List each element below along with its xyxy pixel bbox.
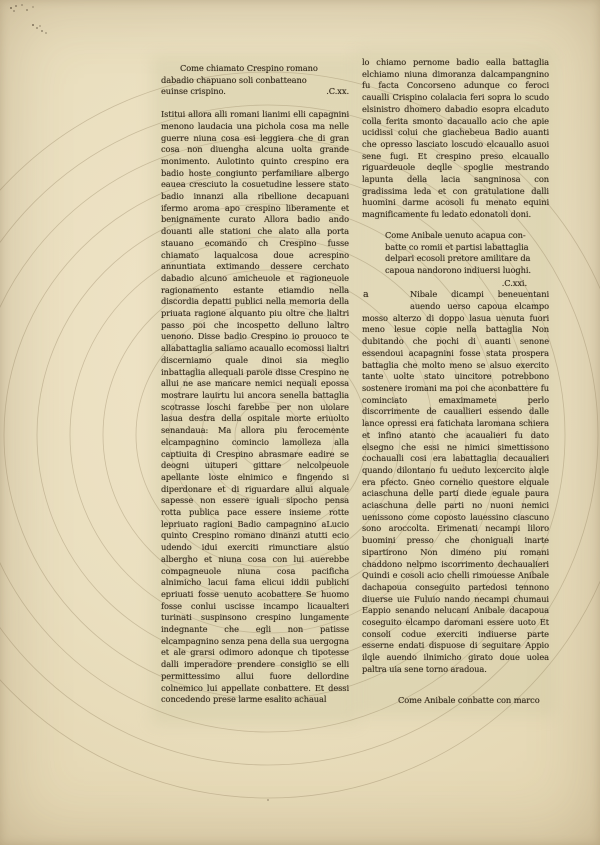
chapter-body-text: Nibale dicampi beneuentani auendo uerso capoua elcampo mosso alterzo di doppo lasua uenuta fuori meno lesue copie nella battaglia Non dubitando che pochi di auanti senone essendoui acapagnini fosse stata prospera battaglia che molto meno se alsuo exercito tante uolte stato uincitore potrebbono sostenere iromani ma poi che aconbattere fu cominciato emaximamete perlo discorrimente de cauallieri essendo dalle lance opressi era fatichata laromana schiera et infino atanto che acaualieri fu dato elsegno che essi ne nimici simettissono cochaualli cosi era labattaglia decaualieri quando dilontano fu ueduto lexcercito alqle era pfecto. Gneo cornelio questore elquale aciaschuna delle parti diede eguale paura aciaschuna delle parti no nuoni nemici uenissono come coposto lauessino ciascuno sono aroccolta. Erimenati necampi liloro buomini presso che choniguali inarte sipartirono Non dimeno piu romani chaddono nelpmo iscorrimento dechaualieri Quindi e cosoli acio chelli rimouesse Anibale dachapoua conseguito partedosi tennono diuerse uie Fuluio nando necampi chumaui Eappio senando nelucani Anibale dacapoua coseguito elcampo daromani essere uoto Et consoli codue exerciti indiuerse parte esserne endati dispuose di seguitare Appio ilqle auendo ilnimicho girato doue uolea paltra uia sene torno aradoua.: [362, 289, 549, 674]
right-text-column: [362, 57, 549, 706]
guide-letter: a: [363, 289, 369, 301]
heading-line: capoua nandorono indiuersi luoghi.: [385, 264, 531, 275]
chapter-body: [362, 289, 549, 675]
heading-line: [161, 86, 349, 98]
heading-line: delpari ecosoli pretore amilitare da: [385, 253, 531, 264]
chapter-heading-cxxi: [362, 230, 549, 277]
heading-line: Come Anibale uenuto acapua con-: [385, 229, 526, 240]
chapter-number: .C.xxi.: [501, 277, 527, 288]
next-chapter-heading: Come Anibale conbatte con marco: [398, 694, 540, 705]
chapter-heading-cxx: [161, 63, 349, 98]
pencil-mark: [10, 7, 12, 9]
continuation-text: lo chiamo pernome badio ealla battaglia elchiamo niuna dimoranza dalcampangnino fu facta Concorseno adunque co feroci caualli Crispino colalacia feri sopra lo scudo elsinistro dhomero dabadio esopra elcaduto colla ferita smonto dacauallo acio che apie ucidissi colui che giachebeua Badio auanti che opresso lasciato loscudo elcauallo asuoi sene fugi. Et crespino preso elcauallo riguardeuole deqlle spoglie mestrando lapunta della lacia sangninosa con gradissima leda et con gratulatione dalli huomini darme acosoli fu menato equini magnificamente fu ledato edonatoli doni.: [362, 57, 549, 220]
heading-line: Come chiamato Crespino romano: [180, 63, 318, 73]
left-text-column: [161, 63, 349, 706]
watermark-center-dot: [267, 799, 269, 801]
heading-line: batte co romii et partisi labattaglia: [385, 241, 529, 252]
chapter-number: .C.xx.: [326, 86, 349, 97]
heading-line-text: euinse crispino.: [161, 86, 226, 97]
pencil-mark: [32, 24, 34, 26]
guide-letter-box: [362, 289, 410, 312]
body-text: Istitui allora alli romani lianimi elli capagnini menono laudacia una pichola cosa ma nelle guerre niuna cosa esi leggiera che di gran cosa non diuengha alcuna uolta grande monimento. Aulotinto quinto crespino era badio hoste congiunto perfamiliare albergo eauea cresciuto la cosuetudine lessere stato badio innanzi alla ribellione decapuani ifermo aroma apo crespino liberamente et benignamente curato Allora badio ando douanti alle stationi che alato alla porta stauano ecomando ch Crespino fusse chiamato laqualcosa doue acrespino annuntiata extimando dessere cerchato dabadio alcuno amicheuole et ragioneuole ragionamento estante etiamdio nella discordia depatti publici nella memoria della priuata ragione alquanto piu oltre che lialtri passo poi che incospetto delluno laltro uenono. Disse badio Crespino io prouoco te allabattaglia saliamo acauallo ecomossi lialtri discerniamo quale dinoi sia meglio inbattaglia allequali parole disse Crespino ne allui ne ase mancare nemici nequali epossa mostrare lauirtu lui ancora senella battaglia scotrasse loschi farebbe per non uiolare lasua destra della ospitale morte eriuolto senandaua: Ma allora piu ferocemente elcampagnino comincio lamolleza alla captiuita di Crespino abrasmare eadire se deogni uituperi gittare nelcolpeuole apellante loste elnimico e fingendo si diperdonare et di riguardare allui alquale sapesse non essere iguali sipocho pensa rotta publica pace essere insieme rotte lepriuato ragioni Badio campagnino aLucio quinto Crespino romano dinanzi atutti ecio udendo idui exerciti rimunctiare alsuo albergho et niuna cosa con lui auerebbe compagneuole niuna cosa pacificha alnimicho lacui fama elicui iddii publichi epriuati fosse uenuto acobattere Se huomo fosse conlui uscisse incampo licaualteri turinati suspinsono crespino lungamente indegnante che egli non patisse elcampagnino senza pena della sua uergogna et ale grarsi odimoro adonque ch tipotesse dalli imperadore prendere consiglio se elli permittessimo allui fuore dellordine colnemico lui appellate conbattere. Et dessi concedendo prese larme esalito achaual: [161, 109, 349, 705]
heading-line: dabadio chapuano soli conbatteano: [161, 74, 307, 85]
